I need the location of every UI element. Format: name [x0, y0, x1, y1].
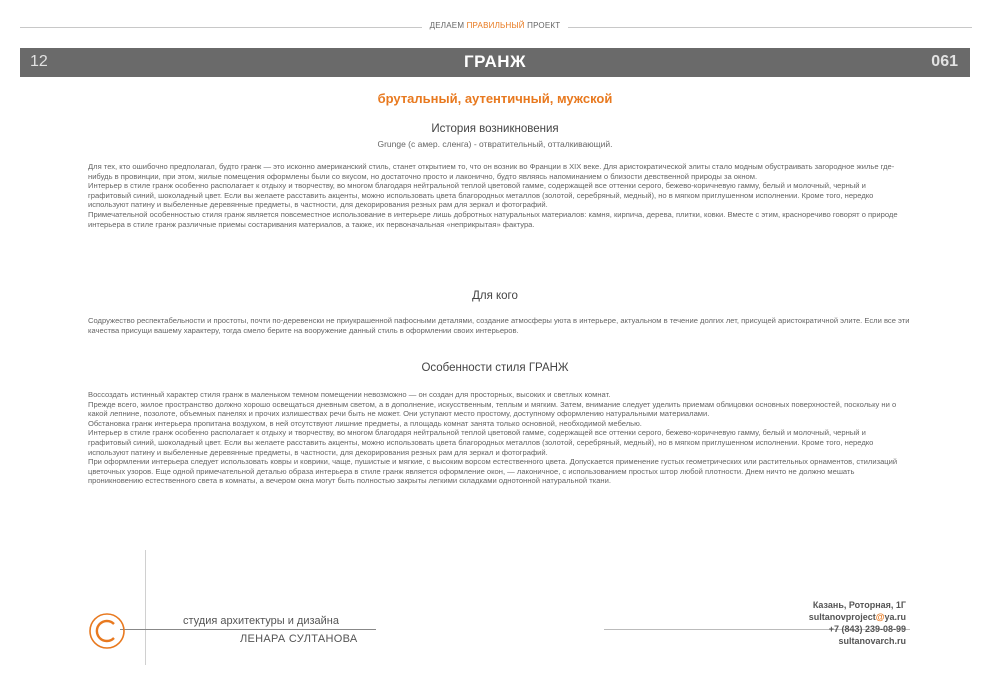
address: Казань, Роторная, 1Г	[812, 600, 906, 610]
studio-label: студия архитектуры и дизайна	[183, 615, 339, 627]
paragraph: При оформлении интерьера следует использовать ковры и коврики, чаще, пушистые и мягкие, с высоким ворсом естественного цвета. Допускается применение густых геометрических или растительных орнаментов, стилизаций цветочных узоров. Еще одной примечательной деталью образа интерьера в стиле гранж является оформление окон, — лаконичное, с использованием простых штор любой плотности. Днем ничто не должно мешать проникновению естественного света в комнаты, а вечером окна могут быть полностью закрыты легкими складками однотонной натуральной ткани.	[88, 457, 898, 486]
phone[interactable]: +7 (843) 239-08-99	[828, 624, 906, 634]
contacts-block	[809, 599, 906, 647]
email[interactable]: sultanovproject@ya.ru	[808, 612, 906, 622]
section-features-text	[88, 390, 910, 486]
chapter-number: 12	[30, 53, 48, 70]
page-number: 061	[931, 53, 958, 70]
paragraph: Воссоздать истинный характер стиля гранж в маленьком темном помещении невозможно — он создан для просторных, высоких и светлых комнат.	[88, 390, 611, 399]
paragraph: Для тех, кто ошибочно предполагал, будто гранж — это исконно американский стиль, станет открытием то, что он возник во Франции в XIX веке. Для аристократической элиты стало модным обустраивать загородное жилье где-нибудь в провинции, при этом, жилые помещения оформлены были со вкусом, но достаточно просто и лаконично, будто являясь напоминанием о близости девственной природы за окном.	[88, 162, 895, 181]
section-features-title: Особенности стиля ГРАНЖ	[421, 362, 569, 374]
tagline-accent: ПРАВИЛЬНЫЙ	[466, 21, 525, 30]
section-history-text	[88, 162, 910, 229]
title-band	[20, 48, 970, 77]
paragraph: Примечательной особенностью стиля гранж является повсеместное использование в интерьере лишь добротных натуральных материалов: камня, кирпича, дерева, плитки, ковки. Вместе с этим, красноречиво говорят о природе интерьера в стиле гранж различные приемы состаривания материалов, а также, их первоначальная «неприкрытая» фактура.	[88, 209, 898, 229]
footer-vertical-rule	[145, 550, 146, 665]
paragraph: Содружество респектабельности и простоты, почти по-деревенски не приукрашенной пафосными деталями, создание атмосферы уюта в интерьере, актуальном в течение долгих лет, присущей аристократичной элите. Если все эти качества присущи вашему характеру, тогда смело берите на вооружение данный стиль в оформлении своих интерьеров.	[88, 316, 910, 335]
studio-logo-icon	[88, 612, 126, 650]
paragraph: Интерьер в стиле гранж особенно располагает к отдыху и творчеству, во многом благодаря нейтральной теплой цветовой гамме, содержащей все оттенки серого, бежево-коричневую гамму, белый и молочный, черный и графитовый синий, шоколадный цвет. Если вы желаете расставить акценты, можно использовать цвета благородных металлов (золотой, серебряный, медный), но в мягком приглушенном исполнении. Кроме того, нередко используют патину и выбеленные деревянные предметы, в частности, для декорирования резных рам для зеркал и фотографий.	[88, 428, 874, 457]
footer-rule-left	[120, 629, 376, 630]
paragraph: Прежде всего, жилое пространство должно хорошо освещаться дневным светом, а в дополнение, искусственным, теплым и мягким. Затем, внимание следует уделить приемам облицовки основных поверхностей, поскольку ни о какой лепнине, позолоте, объемных панелях и прочих излишествах речи быть не может. Они уступают место простому, доступному оформлению натуральными материалами.	[88, 399, 897, 419]
section-history-title: История возникновения	[431, 123, 559, 135]
page-title: ГРАНЖ	[464, 52, 526, 71]
website-link[interactable]: sultanovarch.ru	[838, 636, 906, 646]
tagline-pre: ДЕЛАЕМ	[429, 21, 467, 30]
studio-owner-name: ЛЕНАРА СУЛТАНОВА	[240, 633, 358, 645]
subtitle: брутальный, аутентичный, мужской	[377, 91, 613, 106]
section-audience-text	[88, 316, 910, 335]
header-tagline	[0, 21, 990, 30]
paragraph: Обстановка гранж интерьера пропитана воздухом, в ней отсутствуют лишние предметы, а площадь комнат занята только основной, необходимой мебелью.	[88, 418, 642, 428]
section-audience-title: Для кого	[472, 290, 518, 302]
tagline-post: ПРОЕКТ	[524, 21, 561, 30]
paragraph: Интерьер в стиле гранж особенно располагает к отдыху и творчеству, во многом благодаря нейтральной теплой цветовой гамме, содержащей все оттенки серого, бежево-коричневую гамму, белый и молочный, черный и графитовый синий, шоколадный цвет. Если вы желаете расставить акценты, можно использовать цвета благородных металлов (золотой, серебряный, медный), но в мягком приглушенном исполнении. Кроме того, нередко используют патину и выбеленные деревянные предметы, в частности, для декорирования резных рам для зеркал и фотографий.	[88, 181, 874, 210]
email-at-sign: @	[875, 612, 885, 622]
section-history-note: Grunge (с амер. сленга) - отвратительный, отталкивающий.	[377, 139, 613, 149]
